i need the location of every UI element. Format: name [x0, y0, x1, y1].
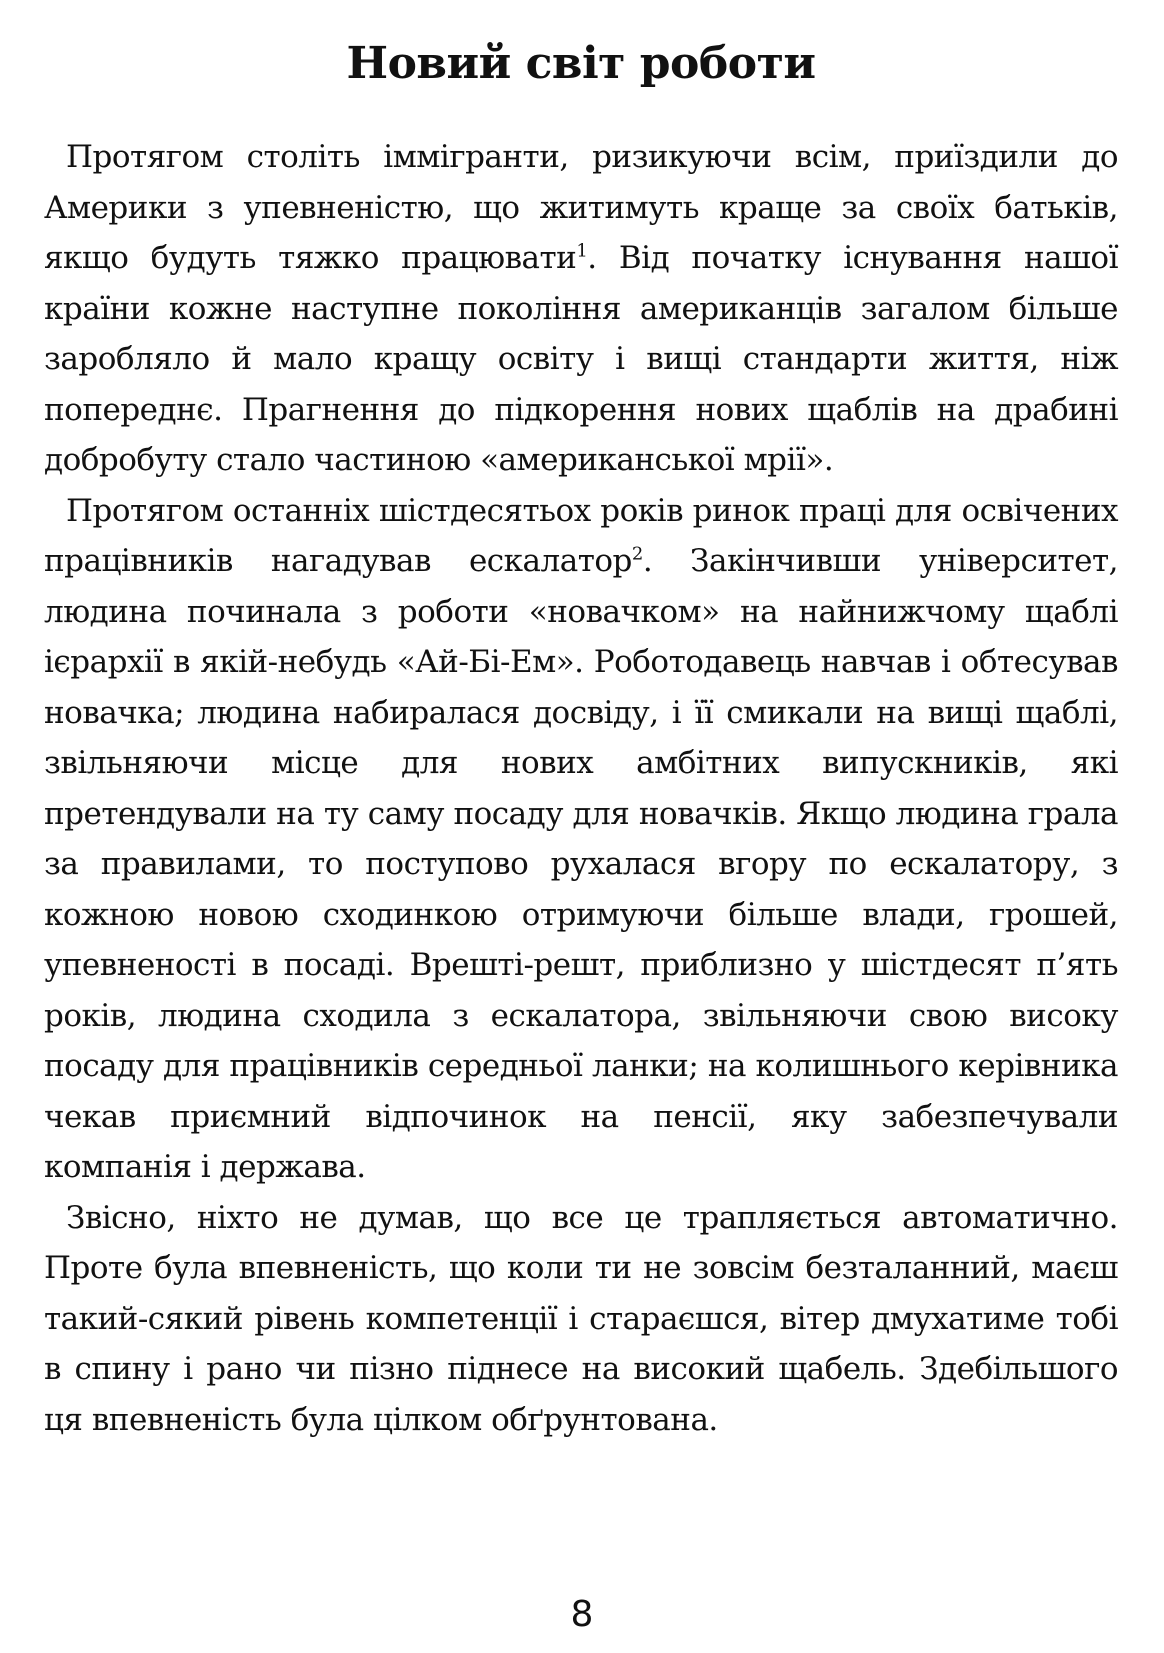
- paragraph-1-text-b: . Від початку існування нашої країни кожне наступне покоління американців загалом більше заробляло й мало кращу освіту і вищі стандарти життя, ніж попереднє. Прагнення до підкорення нових щаблів на драбині добробуту стало частиною «американської мрії».: [44, 240, 1118, 478]
- paragraph-1: [44, 132, 1118, 486]
- footnote-marker-2: 2: [631, 543, 643, 565]
- document-page: [44, 0, 1118, 1445]
- page-number: 8: [570, 1594, 594, 1635]
- body-text: [44, 132, 1118, 1445]
- footnote-marker-1: 1: [576, 240, 588, 262]
- paragraph-2: [44, 486, 1118, 1193]
- chapter-title: Новий світ роботи: [346, 38, 816, 89]
- paragraph-2-text-b: . Закінчивши університет, людина починала з роботи «новачком» на найнижчому щаблі ієрархії в якій-небудь «Ай-Бі-Ем». Роботодавець навчав і обтесував новачка; людина набиралася досвіду, і її смикали на вищі щаблі, звільняючи місце для нових амбітних випускників, які претендували на ту саму посаду для новачків. Якщо людина грала за правилами, то поступово рухалася вгору по ескалатору, з кожною новою сходинкою отримуючи більше влади, грошей, упевненості в посаді. Врешті-решт, приблизно у шістдесят п’ять років, людина сходила з ескалатора, звільняючи свою високу посаду для працівників середньої ланки; на колишнього керівника чекав приємний відпочинок на пенсії, яку забезпечували компанія і держава.: [44, 543, 1118, 1185]
- paragraph-2-text-a: Протягом останніх шістдесятьох років ринок праці для освічених працівників нагадував ескалатор: [44, 492, 1118, 579]
- paragraph-3-text: Звісно, ніхто не думав, що все це трапляється автоматично. Проте була впевненість, що коли ти не зовсім безталанний, маєш такий-сякий рівень компетенції і стараєшся, вітер дмухатиме тобі в спину і рано чи пізно піднесе на високий щабель. Здебільшого ця впевненість була цілком обґрунтована.: [44, 1199, 1118, 1438]
- paragraph-1-text-a: Протягом століть іммігранти, ризикуючи всім, приїздили до Америки з упевненістю, що житимуть краще за своїх батьків, якщо будуть тяжко працювати: [44, 139, 1118, 276]
- paragraph-3: [44, 1193, 1118, 1446]
